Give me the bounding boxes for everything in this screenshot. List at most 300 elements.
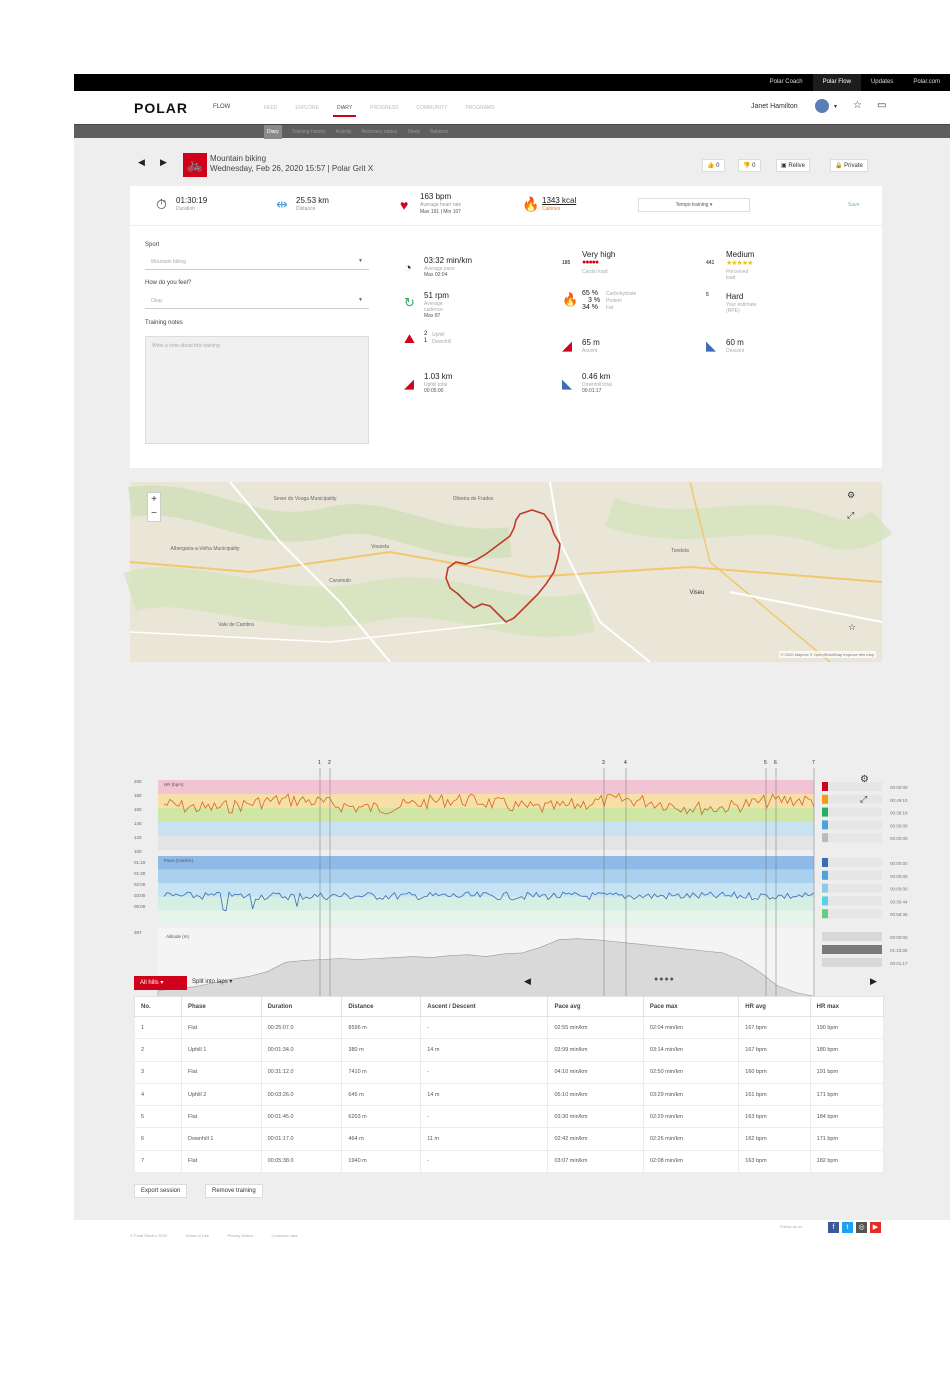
- table-cell: 6: [135, 1128, 182, 1150]
- distance-icon: ⇹: [276, 196, 288, 212]
- hr-tick-label: 160: [134, 807, 142, 812]
- ascent-label: Ascent: [582, 348, 598, 354]
- hr-zone-band: [158, 808, 814, 822]
- table-cell: Uphill 2: [182, 1083, 262, 1105]
- descent-label: Descent: [726, 348, 745, 354]
- table-row[interactable]: [135, 1039, 884, 1061]
- mountain-bike-icon: 🚲: [183, 153, 207, 177]
- heart-icon: ♥: [400, 197, 409, 213]
- map-label: Albergaria-a-Velha Municipality: [170, 546, 240, 552]
- map-label: Caramulo: [329, 578, 351, 584]
- pace-tick-label: 06:00: [134, 904, 146, 909]
- ascent-value: 65 m: [582, 338, 600, 347]
- table-cell: 02:26 min/km: [643, 1128, 738, 1150]
- altitude-zone-bar: [822, 958, 882, 967]
- sport-select-value: Mountain biking: [151, 259, 187, 265]
- table-cell: 8596 m: [342, 1017, 421, 1039]
- fat-label: Fat: [606, 305, 614, 311]
- notes-label: Training notes: [145, 320, 183, 326]
- table-cell: -: [421, 1017, 548, 1039]
- link-updates[interactable]: Updates: [870, 79, 894, 85]
- polar-logo[interactable]: POLAR: [134, 100, 188, 116]
- hr-label: Average heart rate: [420, 202, 462, 208]
- chevron-down-icon[interactable]: ▾: [834, 104, 838, 110]
- table-cell: 02:42 min/km: [548, 1128, 643, 1150]
- privacy-label: Private: [844, 163, 863, 169]
- main-header: [74, 91, 950, 124]
- pace-zone-marker: [822, 858, 828, 867]
- distance-label: Distance: [296, 206, 316, 212]
- like-button[interactable]: [702, 159, 725, 172]
- laps-next-icon[interactable]: ▶: [870, 976, 877, 986]
- pace-tick-label: 01:10: [134, 860, 146, 865]
- relive-label: Relive: [788, 163, 806, 169]
- table-cell: 00:03:26.0: [261, 1083, 342, 1105]
- descent-value: 60 m: [726, 338, 744, 347]
- cardio-load-dots: ●●●●●: [582, 259, 599, 266]
- downhill-icon: ◣: [562, 376, 572, 391]
- footer-copyright: © Polar Electro 2020: [130, 1233, 167, 1238]
- table-cell: 464 m: [342, 1128, 421, 1150]
- laps-previous-icon[interactable]: ◀: [524, 976, 531, 986]
- like-count: 0: [716, 163, 720, 169]
- split-laps-label: Split into laps: [192, 979, 228, 985]
- favorite-route-icon[interactable]: ☆: [848, 622, 857, 632]
- table-row[interactable]: [135, 1106, 884, 1128]
- table-cell: 2: [135, 1039, 182, 1061]
- map-canvas: [130, 482, 882, 662]
- pace-series-label: Pace (min/km): [164, 858, 194, 863]
- rpe-number: 5: [706, 292, 709, 298]
- table-cell: 02:29 min/km: [643, 1106, 738, 1128]
- pace-zone-bar: [828, 871, 882, 880]
- lap-marker-label: 4: [624, 760, 627, 766]
- nav-programs[interactable]: PROGRAMS: [465, 105, 495, 111]
- table-cell: 163 bpm: [739, 1150, 810, 1172]
- pace-zone-time: 00:59:35: [890, 912, 908, 918]
- uphill-total-time: 00:05:00: [424, 388, 444, 394]
- laps-header-cell: Pace max: [643, 997, 738, 1017]
- perceived-load-number: 441: [706, 260, 715, 266]
- cadence-max: Max 87: [424, 313, 441, 319]
- hr-tick-label: 200: [134, 779, 142, 784]
- table-cell: 02:50 min/km: [643, 1061, 738, 1083]
- pace-zone-time: 00:00:00: [890, 861, 908, 866]
- table-cell: 00:31:12.0: [261, 1061, 342, 1083]
- cadence-icon: ↻: [404, 295, 415, 310]
- dislike-count: 0: [752, 163, 756, 169]
- pace-zone-band: [158, 910, 814, 924]
- pace-zone-bar: [828, 909, 882, 918]
- hr-zone-band: [158, 822, 814, 836]
- chart-fullscreen-icon: ⤢: [860, 795, 868, 805]
- table-row[interactable]: [135, 1083, 884, 1105]
- pace-zone-time: 00:00:00: [890, 873, 908, 879]
- table-cell: 04:10 min/km: [548, 1061, 643, 1083]
- pace-zone-time: 00:30:44: [890, 899, 908, 905]
- subnav-activity[interactable]: Activity: [335, 129, 352, 135]
- laps-header-cell: Ascent / Descent: [421, 997, 548, 1017]
- table-cell: 00:05:38.0: [261, 1150, 342, 1172]
- footer-follow: Follow us on: [780, 1224, 803, 1229]
- pace-zone-bar: [828, 858, 882, 867]
- lap-marker-label: 6: [774, 760, 777, 766]
- laps-header-cell: No.: [135, 997, 182, 1017]
- subnav-sleep[interactable]: Sleep: [407, 129, 421, 135]
- map-label: Sever do Vouga Municipality: [273, 496, 337, 502]
- chart-settings-icon: ⚙: [860, 774, 869, 785]
- table-cell: 00:25:07.0: [261, 1017, 342, 1039]
- relive-button[interactable]: [776, 159, 810, 172]
- session-summary-card: [130, 186, 882, 468]
- calories-value[interactable]: 1343 kcal: [542, 196, 577, 205]
- pace-zone-bar: [828, 896, 882, 905]
- laps-header-cell: Phase: [182, 997, 262, 1017]
- all-hills-label: All hills: [140, 980, 159, 986]
- hr-zone-bar: [828, 833, 882, 842]
- summary-row: [130, 186, 882, 226]
- table-cell: 02:08 min/km: [643, 1150, 738, 1172]
- carbs-value: 65 %: [582, 290, 598, 297]
- sport-select[interactable]: [145, 254, 369, 270]
- pace-zone-marker: [822, 871, 828, 880]
- table-cell: Flat: [182, 1150, 262, 1172]
- training-benefit-select[interactable]: Tempo training ▾: [638, 198, 750, 212]
- export-session-button[interactable]: Export session: [134, 1184, 187, 1198]
- hr-zone-bar: [828, 795, 882, 804]
- altitude-zone-time: 00:00:00: [890, 935, 908, 940]
- table-row[interactable]: [135, 1017, 884, 1039]
- map-label: Vale de Cambra: [218, 622, 254, 628]
- pace-zone-band: [158, 870, 814, 884]
- table-cell: 1: [135, 1017, 182, 1039]
- table-cell: 160 bpm: [739, 1061, 810, 1083]
- pace-tick-label: 02:00: [134, 882, 146, 887]
- pace-tick-label: 03:00: [134, 893, 146, 898]
- session-header: [130, 151, 882, 181]
- user-name[interactable]: Janet Hamilton: [751, 103, 798, 110]
- hr-zone-bar: [828, 782, 882, 791]
- table-cell: 11 m: [421, 1128, 548, 1150]
- laps-header-cell: Distance: [342, 997, 421, 1017]
- duration-value: 01:30:19: [176, 196, 208, 205]
- previous-session-icon[interactable]: ◀: [138, 157, 145, 167]
- table-row[interactable]: [135, 1061, 884, 1083]
- laps-table: [134, 996, 884, 1173]
- twitter-icon[interactable]: t: [842, 1222, 853, 1233]
- hr-tick-label: 100: [134, 849, 142, 854]
- table-cell: 03:14 min/km: [643, 1039, 738, 1061]
- perceived-label-1: Perceived: [726, 269, 749, 275]
- remove-training-button[interactable]: Remove training: [205, 1184, 263, 1198]
- table-cell: 161 bpm: [739, 1083, 810, 1105]
- relive-icon: ▣: [781, 163, 787, 169]
- all-hills-select[interactable]: All hills ▾: [134, 976, 187, 990]
- hr-value: 163 bpm: [420, 192, 452, 201]
- link-polar-com[interactable]: Polar.com: [913, 79, 940, 85]
- duration-label: Duration: [176, 206, 195, 212]
- table-cell: Flat: [182, 1017, 262, 1039]
- cardio-load-label: Cardio load: [582, 269, 608, 275]
- table-cell: 00:01:34.0: [261, 1039, 342, 1061]
- pace-label: Average pace: [424, 266, 455, 272]
- hr-zone-band: [158, 836, 814, 850]
- laps-header-row: [135, 997, 884, 1017]
- dislike-button[interactable]: [738, 159, 761, 172]
- nav-explore[interactable]: EXPLORE: [295, 105, 319, 111]
- energy-icon: 🔥: [562, 292, 579, 307]
- uphill-icon: ◢: [404, 376, 414, 391]
- perceived-load-value: Medium: [726, 250, 755, 259]
- hr-zone-marker: [822, 795, 828, 804]
- subnav-training-history[interactable]: Training history: [291, 129, 326, 135]
- laps-pagination[interactable]: ●●●●●●●●●●: [654, 976, 707, 983]
- hr-zone-time: 00:39:18: [890, 810, 908, 816]
- table-cell: 7410 m: [342, 1061, 421, 1083]
- session-subtitle: Wednesday, Feb 26, 2020 15:57 | Polar Grit X: [210, 164, 374, 173]
- lap-marker-label: 3: [602, 760, 605, 766]
- table-cell: 14 m: [421, 1039, 548, 1061]
- downhill-total-time: 00:01:17: [582, 388, 602, 394]
- table-cell: 03:07 min/km: [548, 1150, 643, 1172]
- top-bar: [74, 74, 950, 91]
- laps-header-cell: HR avg: [739, 997, 810, 1017]
- pace-zone-band: [158, 883, 814, 897]
- flame-icon: 🔥: [522, 196, 540, 212]
- table-cell: 1940 m: [342, 1150, 421, 1172]
- instagram-icon[interactable]: ◎: [856, 1222, 867, 1233]
- table-row[interactable]: [135, 1128, 884, 1150]
- map-label: Viseu: [689, 590, 705, 596]
- table-cell: Flat: [182, 1061, 262, 1083]
- table-cell: 03:30 min/km: [548, 1106, 643, 1128]
- app-page: [74, 74, 950, 1238]
- fullscreen-icon[interactable]: ⤢: [847, 510, 855, 520]
- table-row[interactable]: [135, 1150, 884, 1172]
- hr-zone-time: 00:00:00: [890, 836, 908, 842]
- privacy-button[interactable]: [830, 159, 868, 172]
- table-cell: Flat: [182, 1106, 262, 1128]
- lap-marker-label: 5: [764, 760, 767, 766]
- table-cell: -: [421, 1150, 548, 1172]
- session-curves-chart[interactable]: [130, 684, 908, 966]
- table-cell: 167 bpm: [739, 1017, 810, 1039]
- hr-tick-label: 180: [134, 793, 142, 798]
- table-cell: 171 bpm: [810, 1128, 883, 1150]
- footer-terms[interactable]: Terms of Use: [185, 1233, 209, 1238]
- cardio-load-value: Very high: [582, 250, 616, 259]
- hr-zone-marker: [822, 808, 828, 817]
- training-benefit-value: Tempo training: [675, 202, 709, 208]
- nav-progress[interactable]: PROGRESS: [370, 105, 399, 111]
- map-attribution: © 2020 Mapbox © OpenStreetMap Improve this map: [780, 652, 874, 657]
- table-cell: 190 bpm: [810, 1017, 883, 1039]
- feel-label: How do you feel?: [145, 280, 192, 286]
- flow-label: FLOW: [213, 104, 231, 110]
- map-label: Tondela: [671, 548, 689, 554]
- split-laps-select[interactable]: Split into laps ▾: [192, 979, 233, 985]
- downhill-label: Downhill: [432, 339, 451, 345]
- rpe-value: Hard: [726, 292, 744, 301]
- hr-zone-time: 00:00:00: [890, 823, 908, 829]
- thumbs-down-icon: 👎: [743, 163, 751, 169]
- table-cell: 6203 m: [342, 1106, 421, 1128]
- table-cell: 171 bpm: [810, 1083, 883, 1105]
- map-zoom-control[interactable]: [147, 492, 161, 522]
- carbs-label: Carbohydrate: [606, 291, 637, 297]
- table-cell: 645 m: [342, 1083, 421, 1105]
- nav-diary[interactable]: DIARY: [336, 105, 353, 111]
- altitude-series-label: Altitude (m): [166, 934, 190, 939]
- table-cell: 191 bpm: [810, 1061, 883, 1083]
- rpe-label-2: (RPE): [726, 308, 740, 314]
- table-cell: 4: [135, 1083, 182, 1105]
- map-settings-icon[interactable]: ⚙: [847, 490, 856, 500]
- laps-header-cell: Pace avg: [548, 997, 643, 1017]
- distance-value: 25.53 km: [296, 196, 329, 205]
- table-cell: 380 m: [342, 1039, 421, 1061]
- map-label: Vouzela: [371, 544, 389, 550]
- hr-tick-label: 120: [134, 835, 142, 840]
- rpe-label-1: Your estimate: [726, 302, 757, 308]
- descent-icon: ◣: [706, 338, 716, 353]
- perceived-load-stars: ★★★★★: [726, 260, 753, 267]
- ascent-icon: ◢: [562, 338, 572, 353]
- sub-nav: [74, 124, 950, 138]
- table-cell: 167 bpm: [739, 1039, 810, 1061]
- altitude-tick-label: 397: [134, 930, 142, 935]
- table-cell: 03:99 min/km: [548, 1039, 643, 1061]
- pace-tick-label: 01:30: [134, 871, 146, 876]
- youtube-icon[interactable]: ▶: [870, 1222, 881, 1233]
- pace-zone-marker: [822, 909, 828, 918]
- calories-label: Calories: [542, 206, 561, 212]
- table-cell: 180 bpm: [810, 1039, 883, 1061]
- table-cell: 3: [135, 1061, 182, 1083]
- zoom-out-icon[interactable]: −: [151, 508, 157, 519]
- footer: [130, 1224, 890, 1238]
- downhill-total-label: Downhill total: [582, 382, 612, 388]
- table-cell: 182 bpm: [810, 1150, 883, 1172]
- map-label: Oliveira de Frades: [452, 496, 494, 502]
- lap-marker-label: 1: [318, 760, 321, 766]
- hr-zone-marker: [822, 820, 828, 829]
- pace-zone-bar: [828, 884, 882, 893]
- protein-value: 3 %: [588, 297, 601, 304]
- hr-zone-marker: [822, 782, 828, 791]
- hr-tick-label: 140: [134, 821, 142, 826]
- table-cell: 02:04 min/km: [643, 1017, 738, 1039]
- pace-zone-time: 00:00:00: [890, 886, 908, 892]
- cadence-value: 51 rpm: [424, 291, 449, 300]
- nav-feed[interactable]: FEED: [264, 105, 278, 111]
- pace-zone-marker: [822, 884, 828, 893]
- uphill-total-label: Uphill total: [424, 382, 448, 388]
- lap-marker-label: 2: [328, 760, 331, 766]
- pace-value: 03:32 min/km: [424, 256, 473, 265]
- training-notes-input[interactable]: Write a note about this training: [145, 336, 369, 444]
- subnav-recovery-status[interactable]: Recovery status: [361, 129, 398, 135]
- table-cell: -: [421, 1061, 548, 1083]
- table-cell: 163 bpm: [739, 1106, 810, 1128]
- main-nav: [264, 105, 495, 111]
- next-session-icon[interactable]: ▶: [160, 157, 167, 167]
- cardio-load-number: 185: [562, 260, 571, 266]
- fat-value: 34 %: [582, 304, 598, 311]
- subnav-diary[interactable]: Diary: [264, 125, 282, 139]
- hr-zone-band: [158, 794, 814, 808]
- pace-zone-marker: [822, 896, 828, 905]
- footer-customer-care[interactable]: Customer care: [271, 1233, 298, 1238]
- table-cell: 03:29 min/km: [643, 1083, 738, 1105]
- avatar[interactable]: [815, 99, 829, 113]
- route-map[interactable]: [130, 482, 882, 662]
- session-title: Mountain biking: [210, 154, 267, 163]
- subnav-balance[interactable]: Balance: [430, 129, 449, 135]
- pace-max: Max 02:04: [424, 272, 448, 278]
- laps-header-cell: HR max: [810, 997, 883, 1017]
- downhill-total-value: 0.46 km: [582, 372, 611, 381]
- stopwatch-icon: ⏱: [156, 196, 167, 212]
- link-polar-coach[interactable]: Polar Coach: [769, 79, 803, 85]
- table-cell: 7: [135, 1150, 182, 1172]
- hr-series-label: HR (bpm): [164, 782, 184, 787]
- table-cell: Downhill 1: [182, 1128, 262, 1150]
- hr-zone-marker: [822, 833, 828, 842]
- thumbs-up-icon: 👍: [707, 163, 715, 169]
- hr-zone-time: 00:49:10: [890, 797, 908, 803]
- altitude-zone-bar: [822, 945, 882, 954]
- table-cell: 05:10 min/km: [548, 1083, 643, 1105]
- uphill-total-value: 1.03 km: [424, 372, 453, 381]
- hr-zone-time: 00:00:00: [890, 785, 908, 790]
- facebook-icon[interactable]: f: [828, 1222, 839, 1233]
- save-button[interactable]: Save: [848, 202, 860, 208]
- table-cell: 14 m: [421, 1083, 548, 1105]
- uphill-count: 2: [424, 331, 428, 337]
- hr-sub: Max 191 | Min 107: [420, 209, 462, 215]
- lock-icon: 🔒: [835, 163, 843, 169]
- pace-zone-band: [158, 856, 814, 870]
- altitude-zone-time: 01:23:08: [890, 948, 908, 953]
- table-cell: -: [421, 1106, 548, 1128]
- star-icon[interactable]: ☆: [853, 100, 862, 111]
- link-polar-flow[interactable]: Polar Flow: [813, 74, 861, 91]
- laps-header-cell: Duration: [261, 997, 342, 1017]
- cadence-label-2: cadence: [424, 307, 443, 313]
- zoom-in-icon[interactable]: +: [151, 494, 157, 505]
- hr-zone-bar: [828, 820, 882, 829]
- hr-zone-band: [158, 780, 814, 794]
- sport-label: Sport: [145, 242, 160, 248]
- table-cell: 5: [135, 1106, 182, 1128]
- footer-privacy[interactable]: Privacy Notice: [227, 1233, 253, 1238]
- chevron-down-icon: ▼: [358, 258, 363, 264]
- table-cell: 00:01:17.0: [261, 1128, 342, 1150]
- device-sync-icon[interactable]: ▭: [877, 100, 887, 111]
- perceived-label-2: load: [726, 275, 736, 281]
- curves-svg: [130, 684, 908, 966]
- table-cell: Uphill 1: [182, 1039, 262, 1061]
- table-cell: 162 bpm: [739, 1128, 810, 1150]
- hills-icon: ⛰: [404, 331, 415, 346]
- nav-community[interactable]: COMMUNITY: [416, 105, 448, 111]
- chevron-down-icon: ▼: [358, 297, 363, 303]
- protein-label: Protein: [606, 298, 622, 304]
- hr-zone-bar: [828, 808, 882, 817]
- feel-select[interactable]: [145, 293, 369, 309]
- laps-body: [135, 1017, 884, 1173]
